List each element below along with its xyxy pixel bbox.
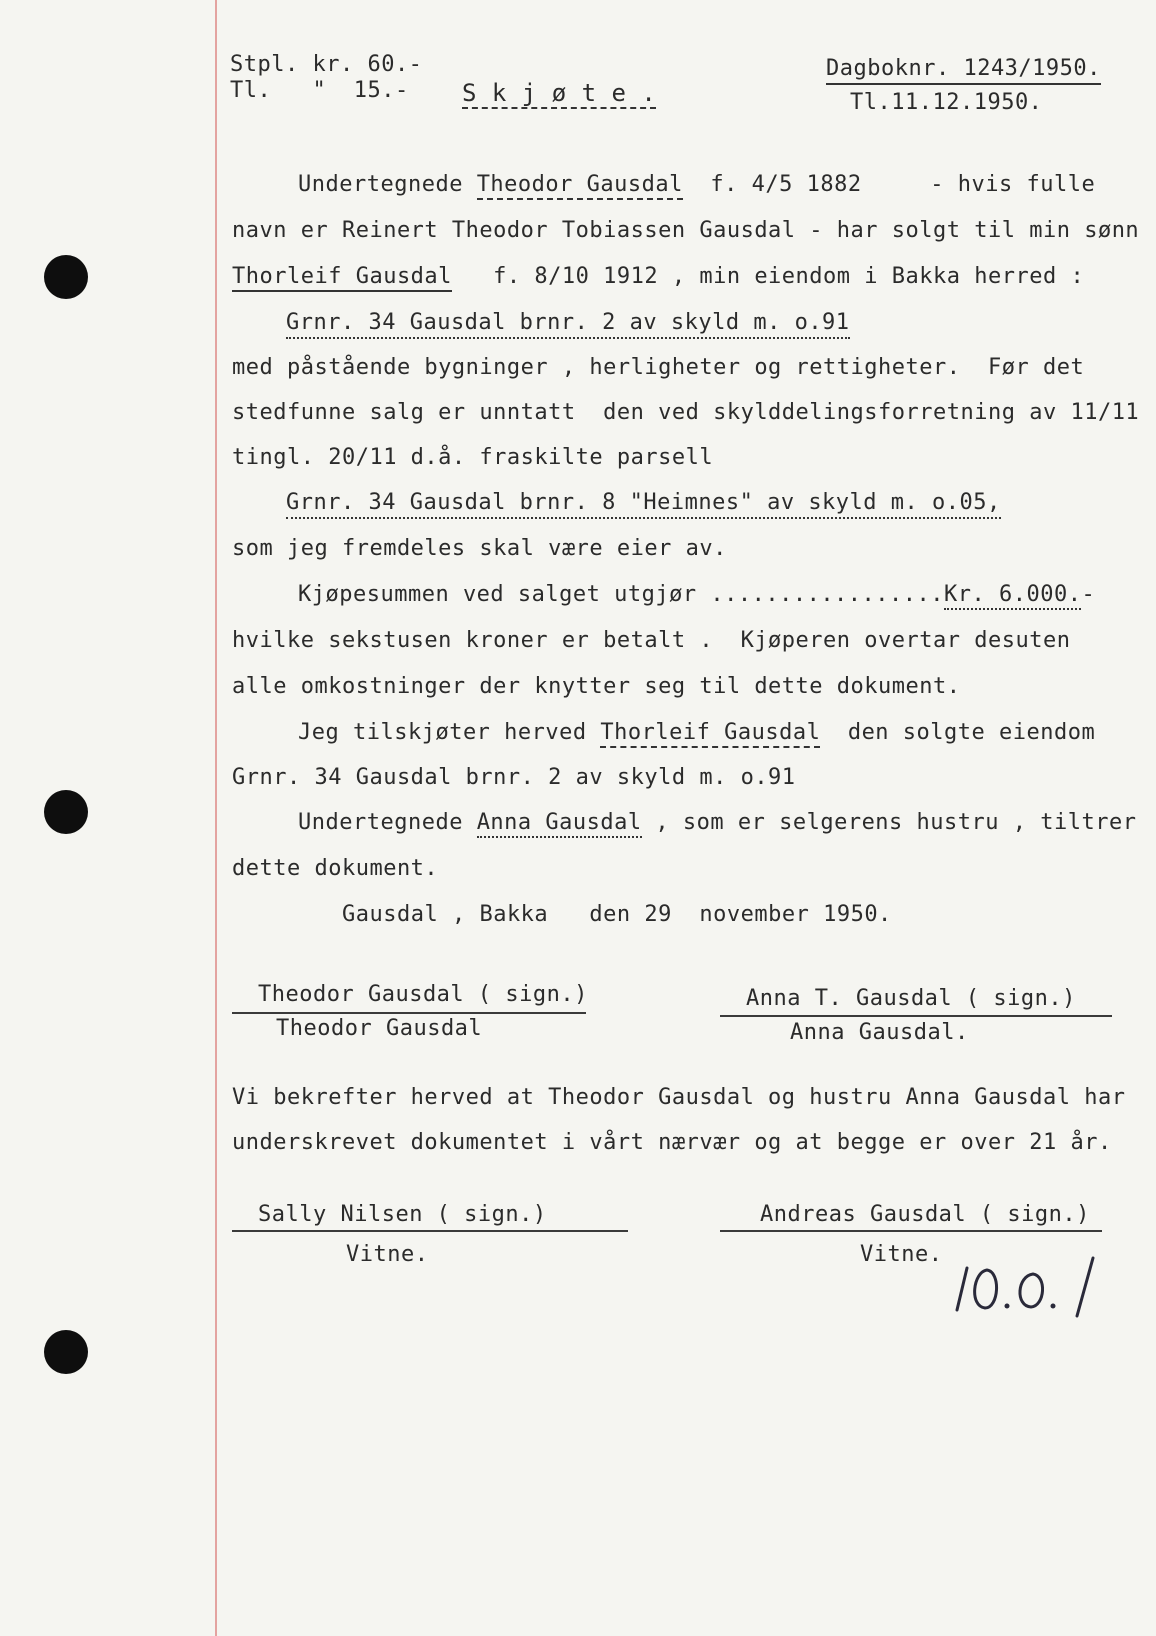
witness-role: Vitne. [346,1242,429,1267]
seller-name: Theodor Gausdal [477,172,683,200]
signature-line [720,1230,1102,1232]
text-line: Kjøpesummen ved salget utgjør .................Kr. 6.000.- [298,582,1095,608]
signature-line [232,1012,586,1014]
text-line: med påstående bygninger , herligheter og rettigheter. Før det [232,355,1085,380]
signature-line [720,1015,1112,1017]
text-line: Undertegnede Anna Gausdal , som er selgerens hustru , tiltrer [298,810,1136,836]
text-line: som jeg fremdeles skal være eier av. [232,536,727,561]
text-line: Jeg tilskjøter herved Thorleif Gausdal den solgte eiendom [298,720,1095,746]
text-line: tingl. 20/11 d.å. fraskilte parsell [232,445,714,470]
handwritten-annotation-mark [955,1250,1105,1320]
buyer-name: Thorleif Gausdal [600,720,820,748]
typed-name-seller: Theodor Gausdal [276,1016,483,1041]
text-line: hvilke sekstusen kroner er betalt . Kjøperen overtar desuten [232,628,1071,653]
text-line: Grnr. 34 Gausdal brnr. 2 av skyld m. o.91 [232,765,796,790]
place-date: Gausdal , Bakka den 29 november 1950. [342,902,892,927]
document-title: S k j ø t e . [462,79,657,107]
registration-date: Tl.11.12.1950. [850,90,1043,115]
property-reference: Grnr. 34 Gausdal brnr. 2 av skyld m. o.91 [286,310,850,339]
tinglysing-fee: Tl. " 15.- [230,78,409,103]
text-line: alle omkostninger der knytter seg til dette dokument. [232,674,961,699]
witness-role: Vitne. [860,1242,943,1267]
signature-seller: Theodor Gausdal ( sign.) [258,982,588,1007]
signature-witness: Andreas Gausdal ( sign.) [760,1202,1090,1227]
witness-statement: Vi bekrefter herved at Theodor Gausdal og hustru Anna Gausdal har [232,1085,1126,1110]
signature-line [232,1230,628,1232]
margin-rule [215,0,217,1636]
signature-spouse: Anna T. Gausdal ( sign.) [746,986,1076,1011]
text-line: dette dokument. [232,856,439,881]
typed-name-spouse: Anna Gausdal. [790,1020,969,1045]
text-line: Thorleif Gausdal f. 8/10 1912 , min eiendom i Bakka herred : [232,264,1084,290]
punch-hole [44,1330,88,1374]
signature-witness: Sally Nilsen ( sign.) [258,1202,547,1227]
punch-hole [44,255,88,299]
text-line: navn er Reinert Theodor Tobiassen Gausdal - har solgt til min sønn [232,218,1140,243]
punch-hole [44,790,88,834]
journal-number: Dagboknr. 1243/1950. [826,56,1101,85]
buyer-name: Thorleif Gausdal [232,264,452,292]
witness-statement: underskrevet dokumentet i vårt nærvær og at begge er over 21 år. [232,1130,1112,1155]
stamp-fee: Stpl. kr. 60.- [230,52,423,77]
property-reference: Grnr. 34 Gausdal brnr. 8 "Heimnes" av skyld m. o.05, [286,490,1001,519]
purchase-amount: Kr. 6.000. [944,582,1081,610]
text-line: Undertegnede Theodor Gausdal f. 4/5 1882 - hvis fulle [298,172,1095,198]
text-line: stedfunne salg er unntatt den ved skylddelingsforretning av 11/11 [232,400,1140,425]
spouse-name: Anna Gausdal [477,810,642,838]
